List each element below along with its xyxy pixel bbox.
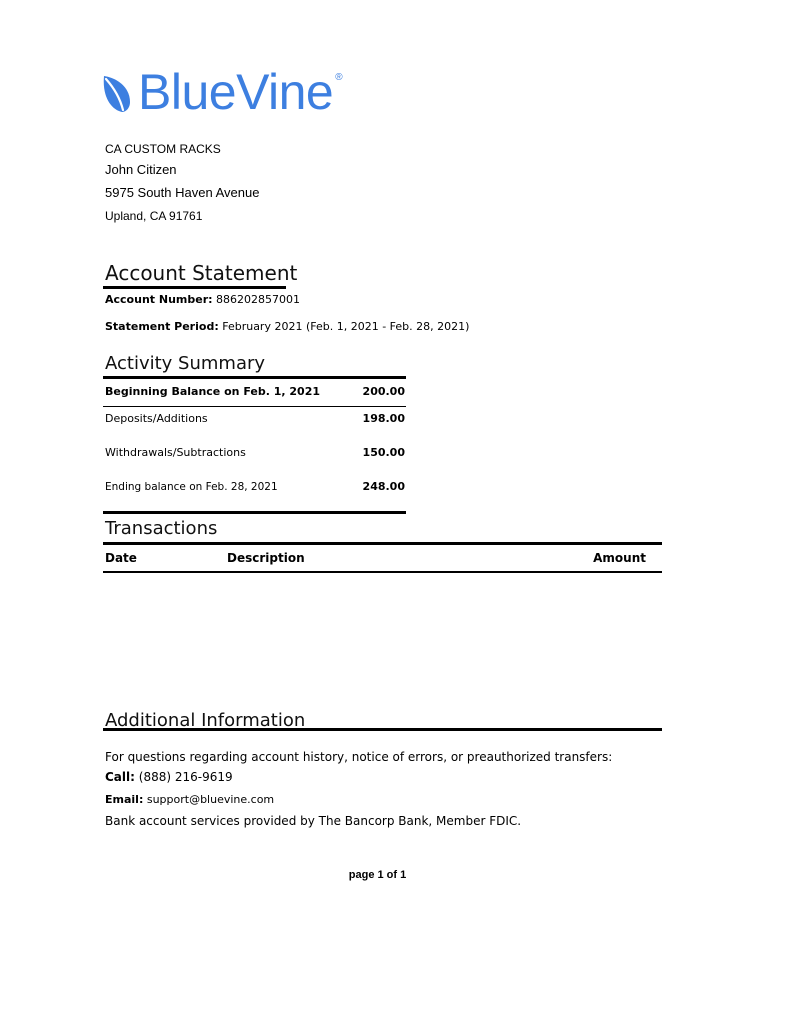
summary-divider [103, 406, 406, 407]
transactions-top-rule [103, 542, 662, 545]
column-header-description: Description [227, 551, 305, 565]
email-address: support@bluevine.com [146, 793, 275, 806]
beginning-balance-label: Beginning Balance on Feb. 1, 2021 [105, 385, 321, 398]
email-line [105, 792, 274, 807]
customer-city-state-zip: Upland, CA 91761 [105, 209, 203, 223]
beginning-balance-value: 200.00 [362, 385, 405, 398]
summary-row-label: Deposits/Additions [105, 412, 208, 425]
account-number-line [105, 293, 300, 307]
brand-logo [100, 66, 343, 118]
call-number: (888) 216-9619 [138, 770, 233, 784]
customer-company: CA CUSTOM RACKS [105, 142, 221, 156]
leaf-icon [100, 70, 132, 114]
summary-row-value: 248.00 [362, 480, 405, 493]
summary-row-deposits [105, 412, 405, 426]
additional-info-rule [103, 728, 662, 731]
transactions-header-rule [103, 571, 662, 573]
statement-period-label: Statement Period: [105, 320, 219, 333]
call-label: Call: [105, 770, 135, 784]
account-number: 886202857001 [216, 293, 301, 306]
summary-row-label: Ending balance on Feb. 28, 2021 [105, 481, 278, 493]
summary-row-label: Withdrawals/Subtractions [105, 446, 246, 459]
customer-street: 5975 South Haven Avenue [105, 185, 260, 200]
column-header-date: Date [105, 551, 137, 565]
statement-title: Account Statement [105, 261, 298, 285]
beginning-balance-row [105, 385, 405, 399]
email-label: Email: [105, 793, 144, 806]
additional-info-title: Additional Information [105, 710, 306, 731]
transactions-title: Transactions [105, 518, 218, 539]
summary-row-withdrawals [105, 446, 405, 460]
account-number-label: Account Number: [105, 293, 213, 306]
page-number: page 1 of 1 [348, 869, 407, 881]
statement-period: February 2021 (Feb. 1, 2021 - Feb. 28, 2021) [222, 320, 470, 333]
additional-info-intro: For questions regarding account history, notice of errors, or preauthorized transfers: [105, 750, 613, 764]
statement-period-line [105, 320, 469, 334]
statement-title-rule [103, 286, 286, 289]
activity-summary-title: Activity Summary [105, 353, 266, 374]
summary-row-value: 198.00 [362, 412, 405, 425]
brand-name: BlueVine [138, 64, 334, 120]
summary-bottom-rule [103, 511, 406, 514]
column-header-amount: Amount [593, 551, 646, 565]
registered-mark: ® [335, 72, 343, 83]
activity-summary-rule [103, 376, 406, 379]
summary-row-ending-balance [105, 480, 405, 494]
customer-name: John Citizen [105, 162, 177, 177]
summary-row-value: 150.00 [362, 446, 405, 459]
bank-note: Bank account services provided by The Bancorp Bank, Member FDIC. [105, 814, 522, 828]
call-line [105, 770, 233, 785]
